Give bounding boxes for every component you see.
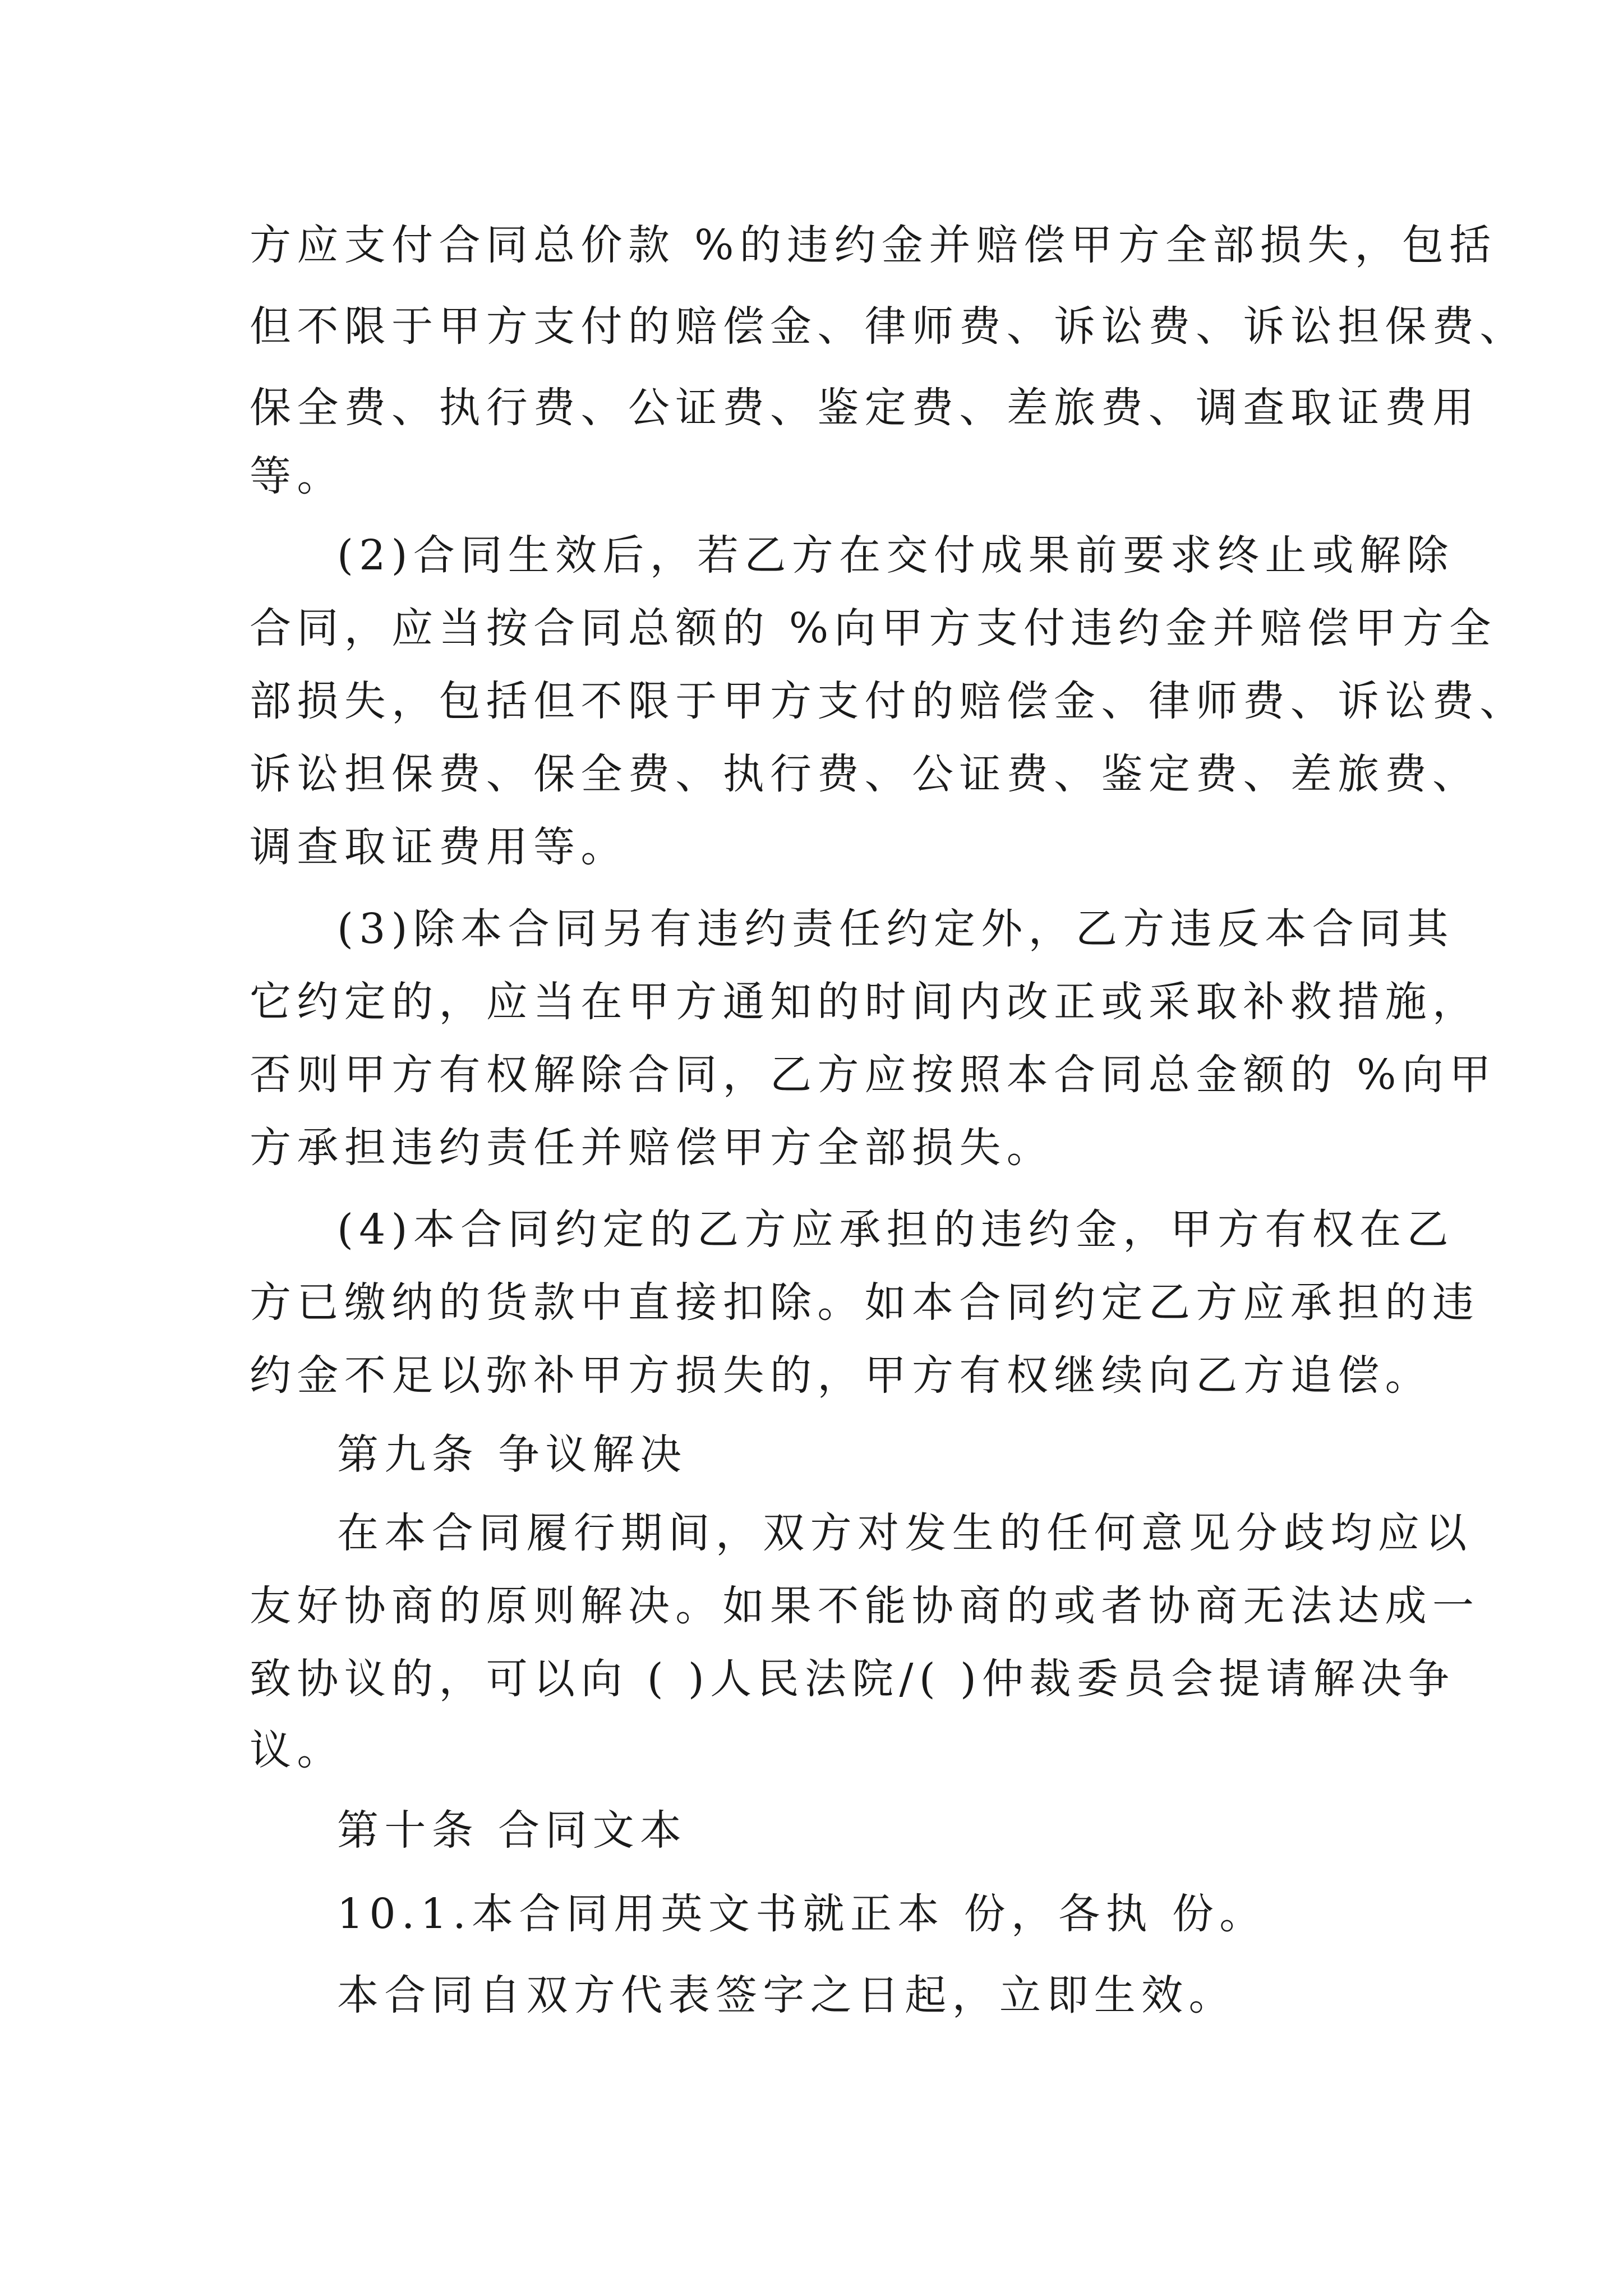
text-line: 10.1.本合同用英文书就正本 份，各执 份。 [337,1890,1267,1938]
text-line: (3)除本合同另有违约责任约定外，乙方违反本合同其 [337,905,1454,953]
text-line: 保全费、执行费、公证费、鉴定费、差旅费、调查取证费用 [250,384,1480,432]
text-line: 合同，应当按合同总额的 %向甲方支付违约金并赔偿甲方全 [250,604,1497,652]
section-heading: 第九条 争议解决 [337,1430,688,1479]
text-line: 等。 [250,452,344,500]
text-line: 方应支付合同总价款 %的违约金并赔偿甲方全部损失，包括 [250,221,1497,269]
text-line: 约金不足以弥补甲方损失的，甲方有权继续向乙方追偿。 [250,1351,1432,1400]
text-line: (4)本合同约定的乙方应承担的违约金，甲方有权在乙 [337,1205,1454,1254]
text-line: 在本合同履行期间，双方对发生的任何意见分歧均应以 [337,1509,1473,1557]
text-line: 调查取证费用等。 [250,823,628,871]
text-line: 致协议的，可以向 ( )人民法院/( )仲裁委员会提请解决争 [250,1655,1455,1703]
text-line: 否则甲方有权解除合同，乙方应按照本合同总金额的 %向甲 [250,1051,1497,1099]
section-heading: 第十条 合同文本 [337,1806,688,1855]
text-line: 部损失，包括但不限于甲方支付的赔偿金、律师费、诉讼费、 [250,677,1527,725]
text-line: 但不限于甲方支付的赔偿金、律师费、诉讼费、诉讼担保费、 [250,302,1527,351]
text-line: 议。 [250,1726,344,1774]
text-line: 友好协商的原则解决。如果不能协商的或者协商无法达成一 [250,1582,1480,1630]
text-line: 诉讼担保费、保全费、执行费、公证费、鉴定费、差旅费、 [250,750,1480,798]
text-line: (2)合同生效后，若乙方在交付成果前要求终止或解除 [337,531,1454,579]
text-line: 方承担违约责任并赔偿甲方全部损失。 [250,1124,1054,1172]
text-line: 本合同自双方代表签字之日起，立即生效。 [337,1971,1236,2019]
text-line: 它约定的，应当在甲方通知的时间内改正或采取补救措施， [250,978,1480,1026]
text-line: 方已缴纳的货款中直接扣除。如本合同约定乙方应承担的违 [250,1278,1480,1327]
